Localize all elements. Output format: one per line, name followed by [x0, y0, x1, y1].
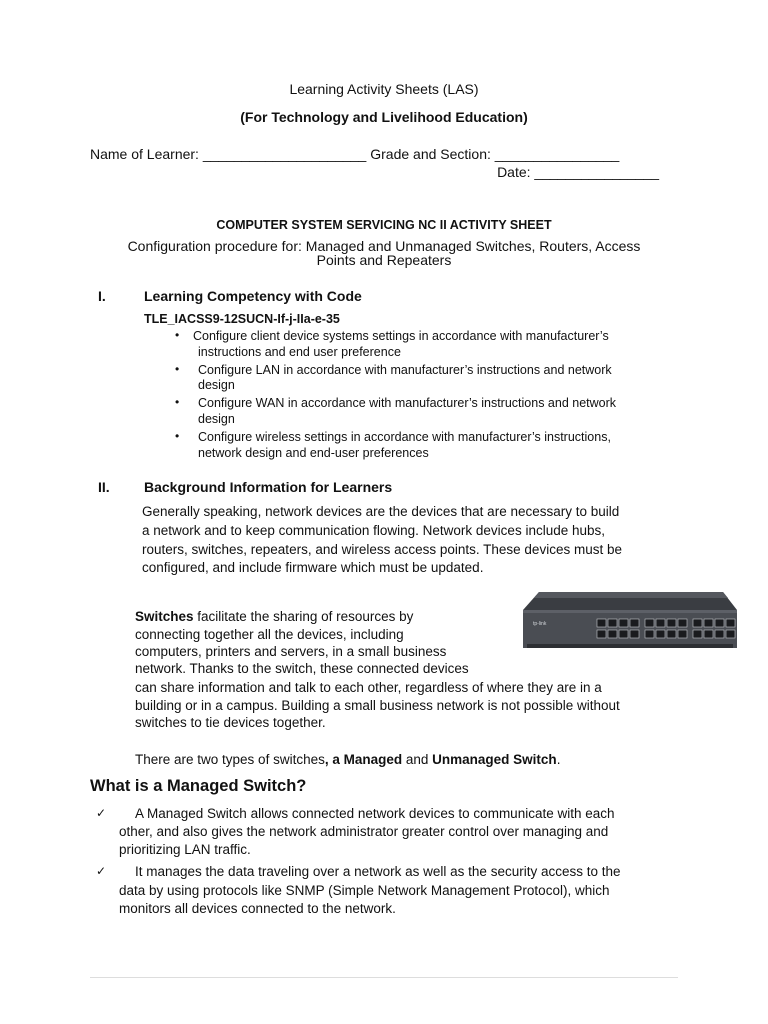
- bullet-icon: •: [175, 429, 180, 443]
- paragraph-line: It manages the data traveling over a network as well as the security access to the: [135, 864, 621, 879]
- managed-switch-heading: What is a Managed Switch?: [90, 777, 307, 795]
- sentence-part: There are two types of switches: [135, 752, 325, 767]
- switch-port: [619, 630, 628, 638]
- switch-port: [597, 630, 606, 638]
- switch-port: [597, 619, 606, 627]
- section-1-number: I.: [98, 288, 106, 304]
- list-item-line: design: [198, 378, 235, 392]
- list-item-line: Configure client device systems settings in accordance with manufacturer’s: [193, 329, 609, 343]
- list-item-line: network design and end-user preferences: [198, 446, 429, 460]
- switch-port: [704, 630, 713, 638]
- paragraph-line: [135, 608, 413, 626]
- bullet-icon: •: [175, 328, 180, 342]
- switch-port: [693, 630, 702, 638]
- config-line-2: Points and Repeaters: [316, 252, 452, 268]
- switch-port: [656, 619, 665, 627]
- paragraph-line: network. Thanks to the switch, these connected devices: [135, 661, 469, 676]
- switch-port: [715, 619, 724, 627]
- paragraph-line: Generally speaking, network devices are the devices that are necessary to build: [142, 504, 620, 519]
- switch-port: [630, 619, 639, 627]
- network-switch-image: [523, 592, 737, 652]
- sentence-part: , a: [324, 752, 344, 767]
- paragraph-line: data by using protocols like SNMP (Simple Network Management Protocol), which: [119, 883, 610, 898]
- learner-name-line: Name of Learner: _____________________ Grade and Section: ________________: [90, 146, 620, 162]
- document-title: Learning Activity Sheets (LAS): [289, 81, 479, 97]
- managed-term: Managed: [343, 752, 403, 767]
- svg-text:tp-link: tp-link: [533, 621, 547, 627]
- switch-port: [619, 619, 628, 627]
- list-item-line: Configure wireless settings in accordance with manufacturer’s instructions,: [198, 430, 611, 444]
- sentence-part: .: [556, 752, 561, 767]
- switch-types-sentence: [135, 751, 560, 769]
- switch-port: [726, 619, 735, 627]
- check-icon: ✓: [96, 806, 107, 820]
- competency-code: TLE_IACSS9-12SUCN-If-j-IIa-e-35: [144, 312, 340, 326]
- switch-port: [667, 630, 676, 638]
- section-1-title: Learning Competency with Code: [144, 288, 362, 304]
- date-line: Date: ________________: [497, 164, 659, 180]
- paragraph-line: connecting together all the devices, including: [135, 627, 404, 642]
- list-item-line: Configure WAN in accordance with manufacturer’s instructions and network: [198, 396, 617, 410]
- switch-port: [667, 619, 676, 627]
- document-subtitle: (For Technology and Livelihood Education): [240, 109, 528, 125]
- list-item-line: design: [198, 412, 235, 426]
- paragraph-line: can share information and talk to each other, regardless of where they are in a: [135, 680, 602, 695]
- paragraph-line: other, and also gives the network administrator greater control over managing and: [119, 824, 609, 839]
- paragraph-line: switches to tie devices together.: [135, 715, 326, 730]
- section-2-title: Background Information for Learners: [144, 479, 393, 495]
- paragraph-line: configured, and include firmware which must be updated.: [142, 560, 484, 575]
- paragraph-line: prioritizing LAN traffic.: [119, 842, 251, 857]
- switch-port: [726, 630, 735, 638]
- switch-port: [630, 630, 639, 638]
- paragraph-line: routers, switches, repeaters, and wireless access points. These devices must be: [142, 542, 622, 557]
- switch-port: [704, 619, 713, 627]
- bullet-icon: •: [175, 395, 180, 409]
- paragraph-line: computers, printers and servers, in a small business: [135, 644, 447, 659]
- switch-port: [678, 630, 687, 638]
- page-divider: [90, 977, 678, 978]
- list-item-line: instructions and end user preference: [198, 345, 401, 359]
- sentence-part: and: [402, 752, 433, 767]
- switch-port: [645, 619, 654, 627]
- switch-port: [645, 630, 654, 638]
- switch-port: [608, 619, 617, 627]
- switch-port: [715, 630, 724, 638]
- unmanaged-term: Unmanaged Switch: [432, 752, 557, 767]
- switch-port: [693, 619, 702, 627]
- activity-sheet-heading: COMPUTER SYSTEM SERVICING NC II ACTIVITY SHEET: [216, 218, 552, 232]
- switch-port: [608, 630, 617, 638]
- paragraph-line: a network and to keep communication flowing. Network devices include hubs,: [142, 523, 605, 538]
- paragraph-line: monitors all devices connected to the network.: [119, 901, 396, 916]
- section-2-number: II.: [98, 479, 110, 495]
- paragraph-line: building or in a campus. Building a small business network is not possible without: [135, 698, 620, 713]
- config-line-1: Configuration procedure for: Managed and Unmanaged Switches, Routers, Access: [127, 238, 641, 254]
- switches-term: Switches: [135, 609, 194, 624]
- check-icon: ✓: [96, 864, 107, 878]
- switch-port: [656, 630, 665, 638]
- list-item-line: Configure LAN in accordance with manufacturer’s instructions and network: [198, 363, 612, 377]
- switches-line-rest: facilitate the sharing of resources by: [193, 609, 414, 624]
- switch-port: [678, 619, 687, 627]
- bullet-icon: •: [175, 362, 180, 376]
- paragraph-line: A Managed Switch allows connected network devices to communicate with each: [135, 806, 615, 821]
